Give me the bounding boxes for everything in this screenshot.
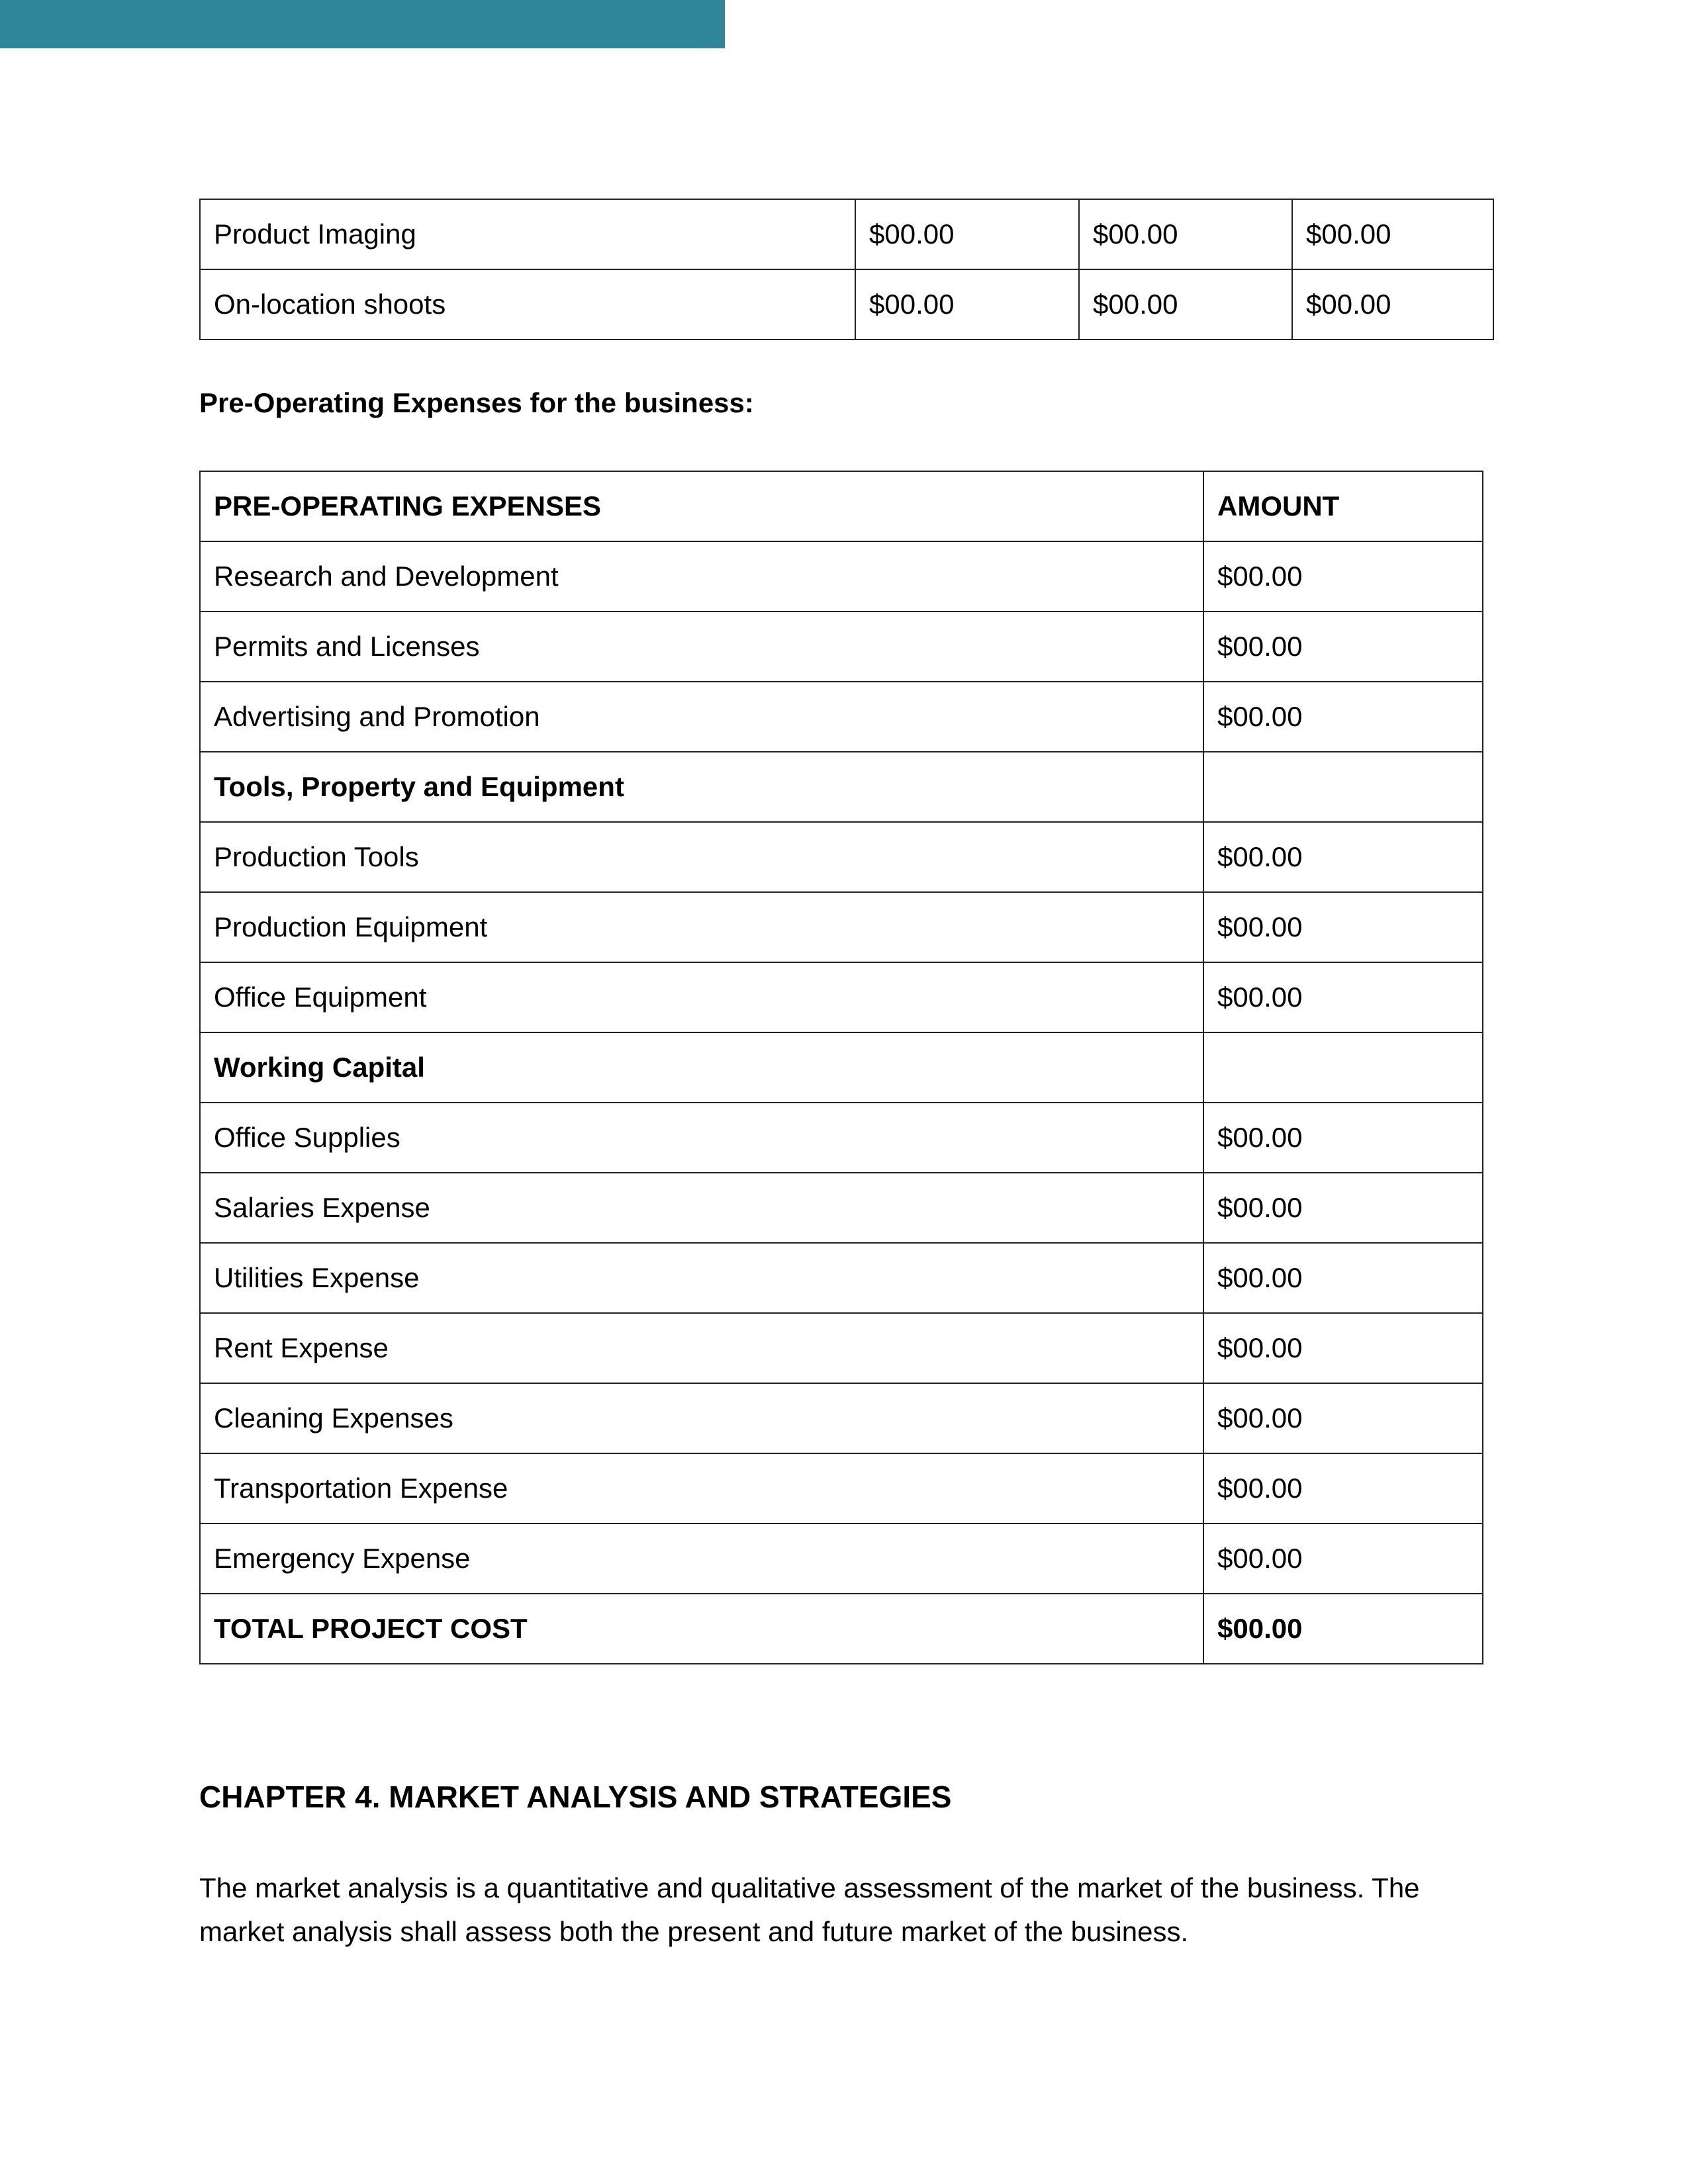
chapter-heading: CHAPTER 4. MARKET ANALYSIS AND STRATEGIES xyxy=(199,1780,952,1814)
table-row xyxy=(200,1453,1483,1524)
table-row xyxy=(200,1383,1483,1453)
pre-operating-expenses-heading: Pre-Operating Expenses for the business: xyxy=(199,387,754,418)
expense-amount-cell: $00.00 xyxy=(1203,1173,1483,1243)
column-header-amount: AMOUNT xyxy=(1203,471,1483,541)
expense-amount-cell xyxy=(1203,1032,1483,1103)
service-name-cell: On-location shoots xyxy=(200,269,855,340)
price-cell: $00.00 xyxy=(1079,269,1292,340)
table-row xyxy=(200,269,1493,340)
total-amount-cell: $00.00 xyxy=(1203,1594,1483,1664)
expense-amount-cell: $00.00 xyxy=(1203,1524,1483,1594)
expense-label-cell: Cleaning Expenses xyxy=(200,1383,1203,1453)
expense-amount-cell: $00.00 xyxy=(1203,541,1483,612)
expense-amount-cell: $00.00 xyxy=(1203,822,1483,892)
table-section-row xyxy=(200,752,1483,822)
table-row xyxy=(200,822,1483,892)
price-cell: $00.00 xyxy=(855,199,1079,269)
total-label-cell: TOTAL PROJECT COST xyxy=(200,1594,1203,1664)
expense-amount-cell: $00.00 xyxy=(1203,612,1483,682)
expense-amount-cell: $00.00 xyxy=(1203,1453,1483,1524)
service-name-cell: Product Imaging xyxy=(200,199,855,269)
section-label-cell: Working Capital xyxy=(200,1032,1203,1103)
table-row xyxy=(200,1524,1483,1594)
table-section-row xyxy=(200,1032,1483,1103)
table-row xyxy=(200,199,1493,269)
services-pricing-table xyxy=(199,199,1494,340)
table-row xyxy=(200,1103,1483,1173)
table-row xyxy=(200,1313,1483,1383)
price-cell: $00.00 xyxy=(1292,269,1493,340)
table-row xyxy=(200,612,1483,682)
price-cell: $00.00 xyxy=(855,269,1079,340)
market-analysis-paragraph: The market analysis is a quantitative and qualitative assessment of the market of the business. The market analysis shall assess both the present and future market of the business. xyxy=(199,1872,1420,1947)
expense-amount-cell: $00.00 xyxy=(1203,1103,1483,1173)
expense-label-cell: Permits and Licenses xyxy=(200,612,1203,682)
expense-label-cell: Production Equipment xyxy=(200,892,1203,962)
section-label-cell: Tools, Property and Equipment xyxy=(200,752,1203,822)
table-header-row xyxy=(200,471,1483,541)
price-cell: $00.00 xyxy=(1292,199,1493,269)
pre-operating-expenses-table xyxy=(199,471,1483,1664)
table-row xyxy=(200,892,1483,962)
expense-label-cell: Advertising and Promotion xyxy=(200,682,1203,752)
expense-label-cell: Production Tools xyxy=(200,822,1203,892)
expense-label-cell: Salaries Expense xyxy=(200,1173,1203,1243)
expense-label-cell: Rent Expense xyxy=(200,1313,1203,1383)
expense-label-cell: Office Equipment xyxy=(200,962,1203,1032)
table-total-row xyxy=(200,1594,1483,1664)
expense-amount-cell: $00.00 xyxy=(1203,962,1483,1032)
header-accent-bar xyxy=(0,0,725,48)
expense-amount-cell: $00.00 xyxy=(1203,1243,1483,1313)
table-row xyxy=(200,962,1483,1032)
table-row xyxy=(200,1173,1483,1243)
expense-label-cell: Emergency Expense xyxy=(200,1524,1203,1594)
table-row xyxy=(200,1243,1483,1313)
expense-label-cell: Transportation Expense xyxy=(200,1453,1203,1524)
expense-label-cell: Office Supplies xyxy=(200,1103,1203,1173)
expense-amount-cell: $00.00 xyxy=(1203,1313,1483,1383)
expense-label-cell: Utilities Expense xyxy=(200,1243,1203,1313)
expense-amount-cell xyxy=(1203,752,1483,822)
price-cell: $00.00 xyxy=(1079,199,1292,269)
expense-label-cell: Research and Development xyxy=(200,541,1203,612)
expense-amount-cell: $00.00 xyxy=(1203,892,1483,962)
column-header-expenses: PRE-OPERATING EXPENSES xyxy=(200,471,1203,541)
table-row xyxy=(200,541,1483,612)
expense-amount-cell: $00.00 xyxy=(1203,682,1483,752)
expense-amount-cell: $00.00 xyxy=(1203,1383,1483,1453)
table-row xyxy=(200,682,1483,752)
